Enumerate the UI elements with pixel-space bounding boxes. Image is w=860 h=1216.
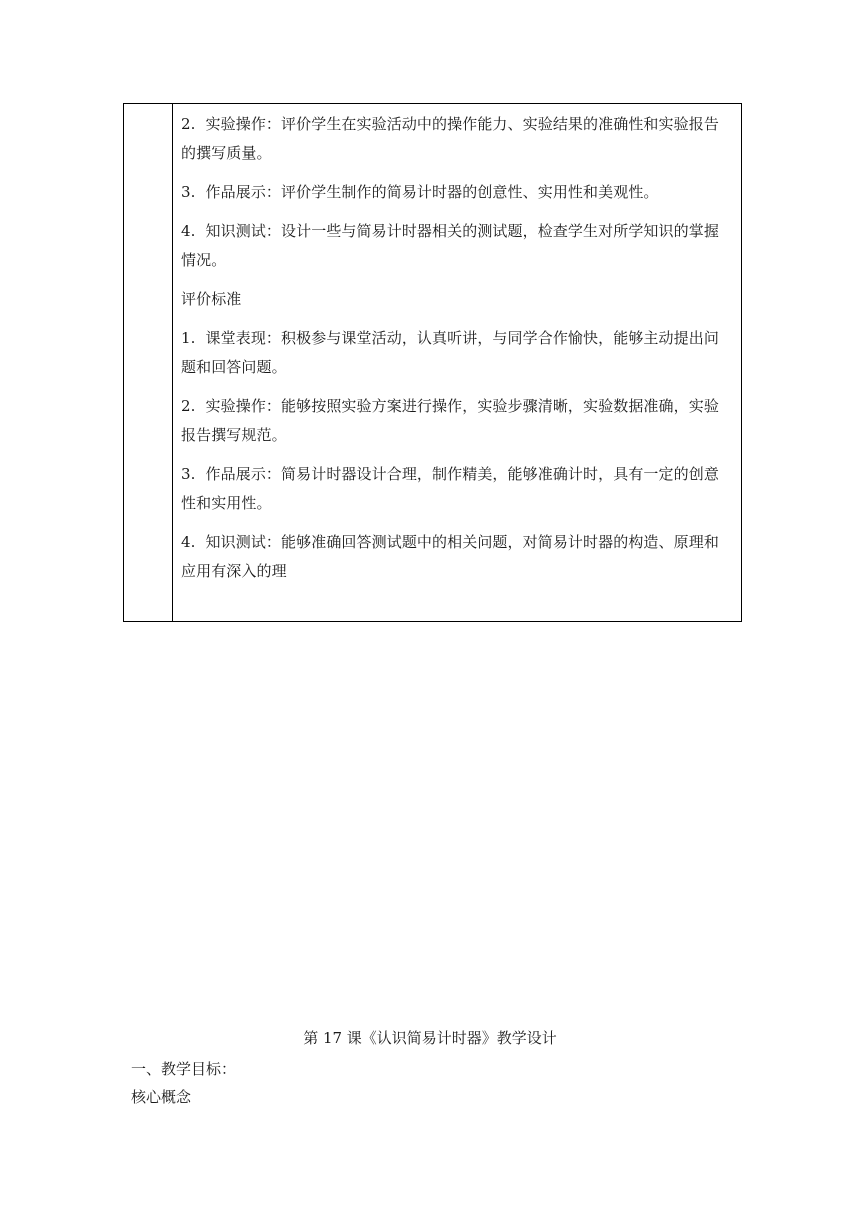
criteria-item [181,392,733,450]
item-text: 作品展示：评价学生制作的简易计时器的创意性、实用性和美观性。 [205,183,659,201]
item-number: 2. [181,397,196,415]
criteria-item [181,324,733,382]
subsection-heading: 核心概念 [131,1088,192,1106]
item-number: 3. [181,183,196,201]
item-text: 课堂表现：积极参与课堂活动，认真听讲，与同学合作愉快，能够主动提出问题和回答问题。 [181,329,719,376]
criteria-heading: 评价标准 [181,290,242,308]
item-number: 1. [181,329,196,347]
table-left-cell [124,104,173,621]
item-number: 4. [181,533,196,551]
page-title: 第 17 课《认识简易计时器》教学设计 [303,1029,557,1047]
item-text: 实验操作：评价学生在实验活动中的操作能力、实验结果的准确性和实验报告的撰写质量。 [181,115,719,162]
item-text: 作品展示：简易计时器设计合理，制作精美，能够准确计时，具有一定的创意性和实用性。 [181,465,719,512]
assessment-item [181,217,733,275]
table-content-cell [173,104,741,621]
assessment-item [181,110,733,168]
section-heading: 一、教学目标： [131,1060,237,1078]
item-number: 4. [181,222,196,240]
assessment-item [181,178,733,207]
evaluation-table [123,103,742,622]
criteria-item [181,528,733,586]
item-number: 3. [181,465,196,483]
criteria-item [181,460,733,518]
item-text: 知识测试：设计一些与简易计时器相关的测试题，检查学生对所学知识的掌握情况。 [181,222,719,269]
item-text: 实验操作：能够按照实验方案进行操作，实验步骤清晰，实验数据准确，实验报告撰写规范。 [181,397,719,444]
item-number: 2. [181,115,196,133]
item-text: 知识测试：能够准确回答测试题中的相关问题，对简易计时器的构造、原理和应用有深入的理 [181,533,719,580]
